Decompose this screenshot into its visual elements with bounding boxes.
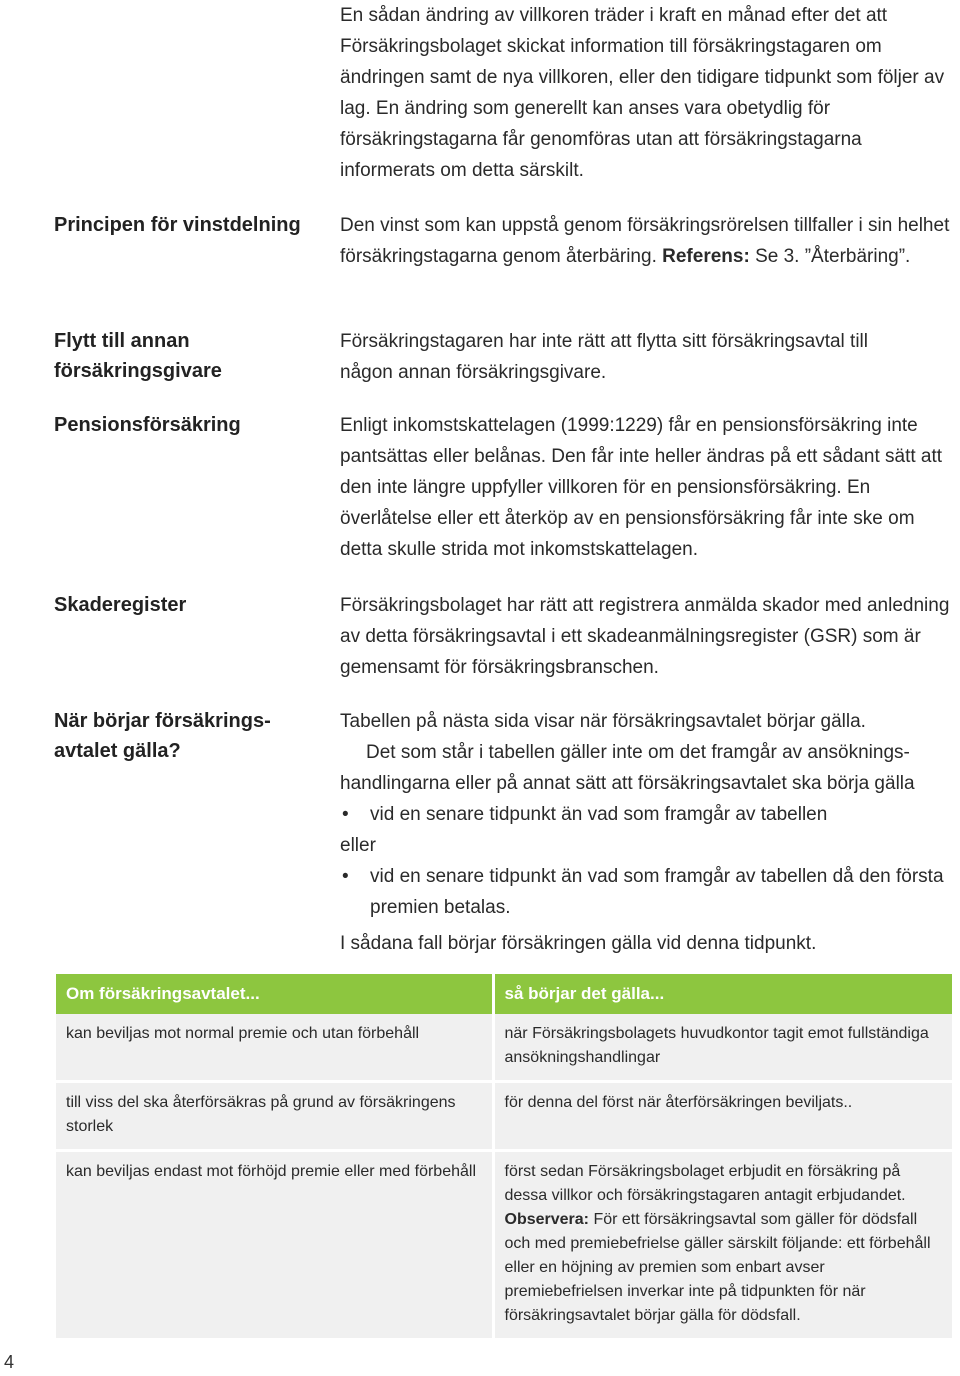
flytt-text: Försäkringstagaren har inte rätt att flytta sitt försäkringsavtal till någon annan försäkringsgivare.: [340, 331, 868, 383]
bullet-item-1-text: vid en senare tidpunkt än vad som framgår av tabellen: [370, 804, 828, 825]
heading-borjar: När börjar försäkrings-avtalet gälla?: [54, 710, 271, 762]
paragraph-flytt: [340, 326, 900, 388]
heading-flytt: Flytt till annan försäkringsgivare: [54, 330, 222, 382]
bullet-item-2: [340, 861, 952, 923]
reference-text: Se 3. ”Återbäring”.: [749, 246, 911, 267]
paragraph-vinstdelning: [340, 210, 952, 272]
or-text: eller: [340, 835, 376, 856]
table-header-row: [56, 974, 952, 1014]
table-cell-start-text: först sedan Försäkringsbolaget erbjudit en försäkring på dessa villkor och försäkringstagaren antagit erbjudandet.: [504, 1163, 906, 1204]
table-cell-condition: till viss del ska återförsäkras på grund av försäkringens storlek: [56, 1082, 493, 1151]
paragraph-pension: [340, 410, 952, 565]
table-row: [56, 1151, 952, 1340]
pension-text: Enligt inkomstskattelagen (1999:1229) får en pensionsförsäkring inte pantsättas eller belånas. Den får inte heller ändras på ett sådant sätt att den inte längre uppfyller villkoren för en pensionsförsäkring. En överlåtelse eller ett återköp av en pensionsförsäkring får inte ske om detta skulle strida mot inkomstskattelagen.: [340, 415, 943, 560]
table-row: [56, 1014, 952, 1082]
table-header-left: Om försäkringsavtalet...: [56, 974, 493, 1014]
bullet-icon: •: [342, 866, 349, 887]
table-cell-start: för denna del först när återförsäkringen beviljats..: [493, 1082, 952, 1151]
paragraph-skaderegister: [340, 590, 952, 683]
note-label: Observera:: [504, 1211, 589, 1228]
start-conditions-table: [56, 974, 952, 1341]
bullet-item-1: [340, 799, 952, 830]
table-cell-start: när Försäkringsbolagets huvudkontor tagit emot fullständiga ansökningshandlingar: [493, 1014, 952, 1082]
section-borjar: [340, 706, 952, 959]
heading-vinstdelning: Principen för vinstdelning: [54, 214, 301, 236]
note-text: För ett försäkringsavtal som gäller för dödsfall och med premiebefrielse gäller särskilt följande: ett förbehåll eller en höjning av premien som enbart avser premiebefrielsen inverkar inte på tidpunkten för när försäkringsavtalet börjar gälla för dödsfall.: [504, 1211, 931, 1324]
borjar-paragraph-2: Det som står i tabellen gäller inte om det framgår av ansöknings-handlingarna eller på annat sätt att försäkringsavtalet ska börja gälla: [340, 742, 915, 794]
vinstdelning-text: Den vinst som kan uppstå genom försäkringsrörelsen tillfaller i sin helhet försäkringstagarna genom återbäring.: [340, 215, 950, 267]
bullet-icon: •: [342, 804, 349, 825]
reference-label: Referens:: [662, 246, 750, 267]
heading-skaderegister: Skaderegister: [54, 594, 187, 616]
table-row: [56, 1082, 952, 1151]
intro-text: En sådan ändring av villkoren träder i kraft en månad efter det att Försäkringsbolaget skickat information till försäkringstagaren om ändringen samt de nya villkoren, eller den tidigare tidpunkt som följer av lag. En ändring som generellt kan anses vara obetydlig för försäkringstagarna får genomföras utan att försäkringstagarna informerats om detta särskilt.: [340, 5, 945, 181]
intro-paragraph: [340, 0, 952, 186]
heading-pension: Pensionsförsäkring: [54, 414, 241, 436]
table-cell-condition: kan beviljas mot normal premie och utan förbehåll: [56, 1014, 493, 1082]
borjar-paragraph-1: Tabellen på nästa sida visar när försäkringsavtalet börjar gälla.: [340, 711, 866, 732]
borjar-paragraph-3: I sådana fall börjar försäkringen gälla vid denna tidpunkt.: [340, 933, 817, 954]
table-cell-start: [493, 1151, 952, 1340]
table-cell-condition: kan beviljas endast mot förhöjd premie eller med förbehåll: [56, 1151, 493, 1340]
bullet-item-2-text: vid en senare tidpunkt än vad som framgår av tabellen då den första premien betalas.: [370, 866, 944, 918]
table-header-right: så börjar det gälla...: [493, 974, 952, 1014]
skaderegister-text: Försäkringsbolaget har rätt att registrera anmälda skador med anledning av detta försäkringsavtal i ett skadeanmälningsregister (GSR) som är gemensamt för försäkringsbranschen.: [340, 595, 950, 678]
page-number: 4: [4, 1352, 15, 1372]
